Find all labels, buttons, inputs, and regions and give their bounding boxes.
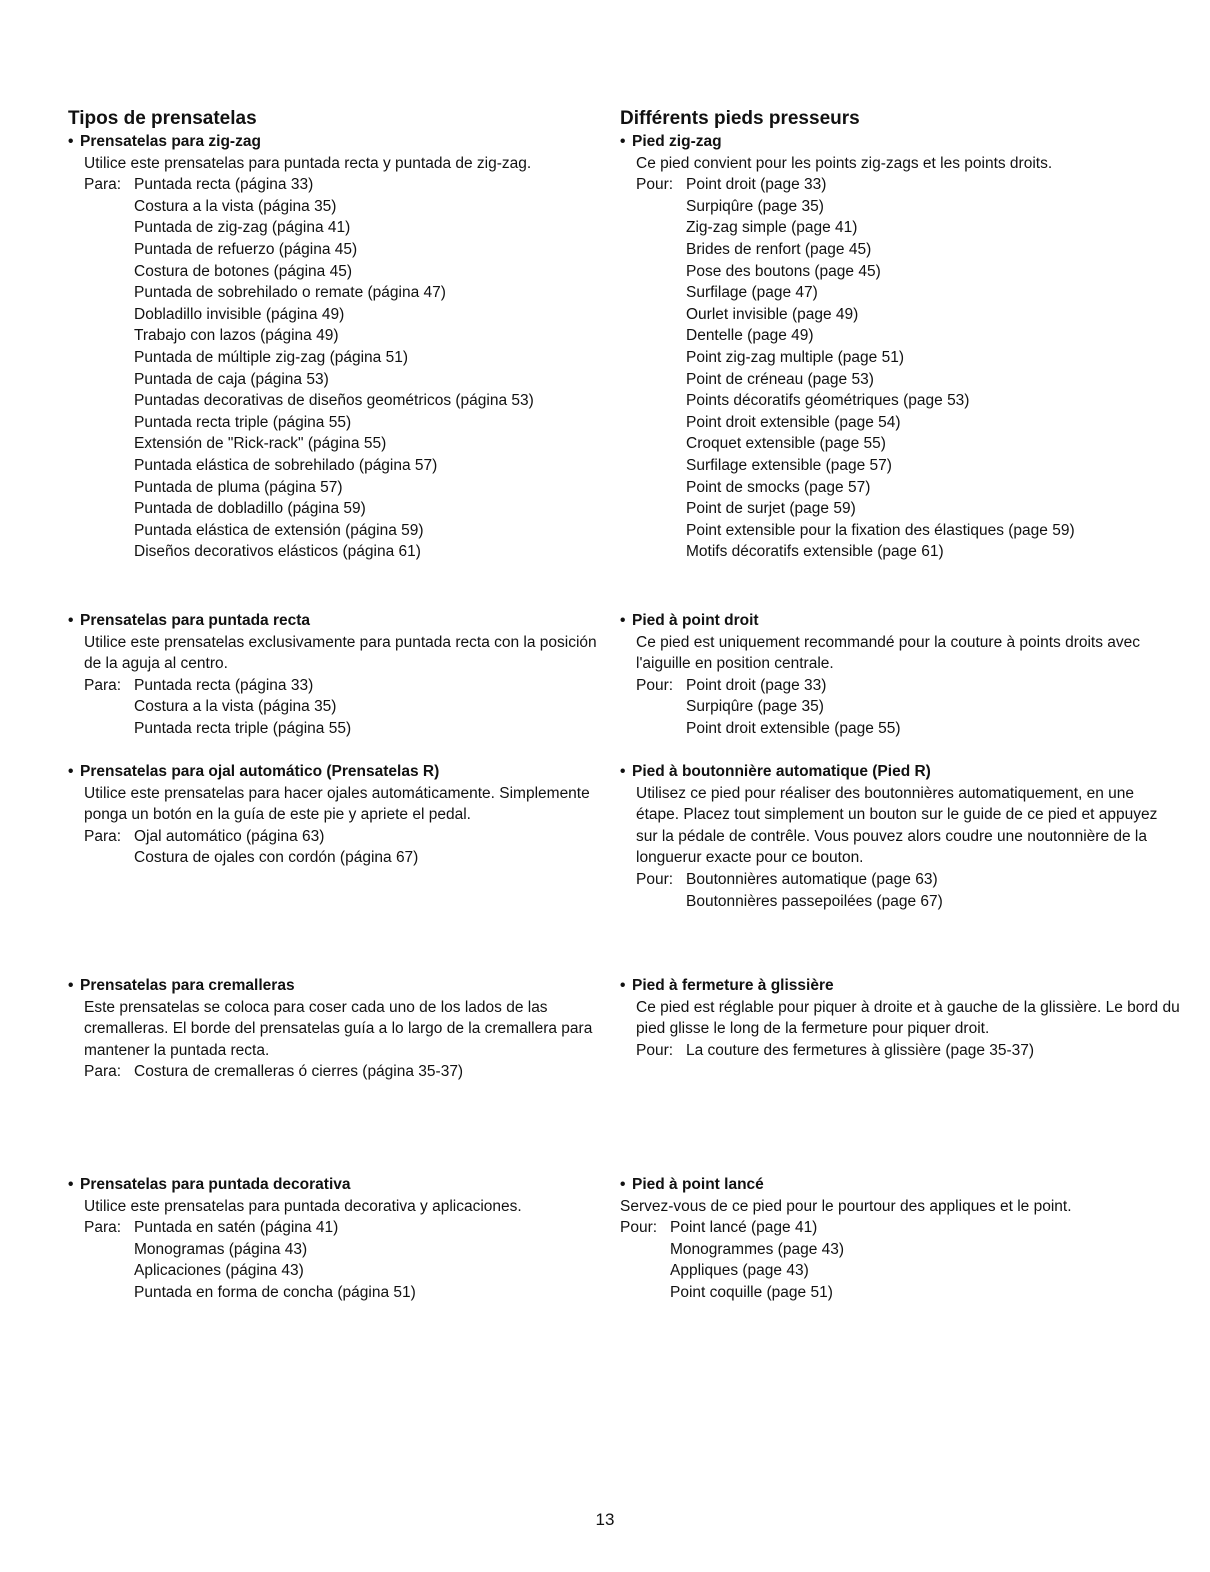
use-item: Puntada de múltiple zig-zag (página 51) — [134, 348, 409, 366]
french-title: Différents pieds presseurs — [620, 108, 860, 129]
use-item: Puntada recta (página 33) — [134, 676, 314, 694]
section-heading-text: Prensatelas para zig-zag — [80, 133, 261, 150]
section-heading-text: Prensatelas para puntada recta — [80, 612, 311, 629]
uses-label: Pour: — [636, 1041, 674, 1059]
uses-label: Para: — [84, 1063, 122, 1081]
use-item: Point droit (page 33) — [686, 176, 827, 194]
use-item: Puntada recta triple (página 55) — [134, 413, 352, 431]
use-item: Boutonnières automatique (page 63) — [686, 870, 938, 888]
use-item: Point coquille (page 51) — [670, 1283, 833, 1301]
use-item: Point droit extensible (page 55) — [686, 719, 901, 737]
use-item: La couture des fermetures à glissière (page 35-37) — [686, 1041, 1035, 1059]
use-item: Surfilage extensible (page 57) — [686, 456, 892, 474]
use-item: Point lancé (page 41) — [670, 1219, 818, 1237]
use-item: Zig-zag simple (page 41) — [686, 219, 858, 237]
uses-label: Pour: — [636, 676, 674, 694]
section-heading — [68, 610, 608, 632]
uses-label: Para: — [84, 676, 122, 694]
section-description: Ce pied est uniquement recommandé pour la couture à points droits avec l'aiguille en position centrale. — [636, 633, 1141, 673]
use-item: Croquet extensible (page 55) — [686, 435, 886, 453]
use-item: Puntada de pluma (página 57) — [134, 478, 343, 496]
use-item: Puntada en forma de concha (página 51) — [134, 1283, 416, 1301]
bullet-icon: • — [620, 612, 626, 629]
section-description: Ce pied est réglable pour piquer à droite et à gauche de la glissière. Le bord du pied glisse le long de la fermeture pour piquer droit. — [636, 998, 1180, 1038]
section-heading-text: Prensatelas para ojal automático (Prensatelas R) — [80, 763, 440, 780]
use-item: Puntada de dobladillo (página 59) — [134, 500, 366, 518]
section-description: Utilice este prensatelas exclusivamente para puntada recta con la posición de la aguja al centro. — [84, 633, 597, 673]
section-heading-text: Pied à point lancé — [632, 1176, 764, 1193]
use-item: Appliques (page 43) — [670, 1262, 809, 1280]
uses-list — [68, 826, 608, 869]
use-item: Puntada elástica de sobrehilado (página 57) — [134, 456, 438, 474]
use-item: Aplicaciones (página 43) — [134, 1262, 304, 1280]
use-item: Monogramas (página 43) — [134, 1240, 308, 1258]
use-item: Surpiqûre (page 35) — [686, 197, 824, 215]
spanish-section-straight — [68, 610, 608, 740]
spanish-title: Tipos de prensatelas — [68, 108, 257, 129]
bullet-icon: • — [620, 133, 626, 150]
uses-label: Pour: — [636, 870, 674, 888]
use-item: Ojal automático (página 63) — [134, 827, 325, 845]
use-item: Point de smocks (page 57) — [686, 478, 871, 496]
french-section-buttonhole — [620, 761, 1180, 912]
spanish-section-zigzag — [68, 131, 608, 563]
uses-label: Para: — [84, 1219, 122, 1237]
section-heading — [68, 761, 608, 783]
use-item: Monogrammes (page 43) — [670, 1240, 845, 1258]
uses-list — [620, 675, 1180, 740]
section-heading-text: Pied à point droit — [632, 612, 759, 629]
section-heading — [620, 1174, 1180, 1196]
uses-label: Para: — [84, 827, 122, 845]
section-heading — [68, 131, 608, 153]
use-item: Point zig-zag multiple (page 51) — [686, 348, 904, 366]
use-item: Point extensible pour la fixation des élastiques (page 59) — [686, 521, 1075, 539]
use-item: Puntada de zig-zag (página 41) — [134, 219, 351, 237]
use-item: Point de créneau (page 53) — [686, 370, 874, 388]
bullet-icon: • — [68, 763, 74, 780]
use-item: Ourlet invisible (page 49) — [686, 305, 859, 323]
bullet-icon: • — [68, 612, 74, 629]
use-item: Pose des boutons (page 45) — [686, 262, 881, 280]
section-description: Utilice este prensatelas para puntada decorativa y aplicaciones. — [84, 1197, 522, 1215]
use-item: Puntadas decorativas de diseños geométricos (página 53) — [134, 392, 534, 410]
section-description: Utilisez ce pied pour réaliser des boutonnières automatiquement, en une étape. Placez tout simplement un bouton sur le guide de ce pied et appuyez sur la pédale de contrêle. Vous pouvez alors coudre une noutonnière de la longuerur exacte pour ce bouton. — [636, 784, 1158, 867]
french-section-zigzag — [620, 131, 1180, 563]
uses-list — [620, 1040, 1180, 1062]
uses-list — [68, 174, 608, 563]
use-item: Dentelle (page 49) — [686, 327, 814, 345]
use-item: Costura a la vista (página 35) — [134, 698, 337, 716]
section-heading-text: Pied à fermeture à glissière — [632, 977, 834, 994]
section-heading — [68, 1174, 608, 1196]
use-item: Puntada de sobrehilado o remate (página 47) — [134, 284, 446, 302]
use-item: Costura a la vista (página 35) — [134, 197, 337, 215]
french-section-decorative — [620, 1174, 1180, 1304]
uses-label: Para: — [84, 176, 122, 194]
uses-label: Pour: — [620, 1219, 658, 1237]
bullet-icon: • — [620, 1176, 626, 1193]
uses-list — [620, 1217, 1180, 1303]
bullet-icon: • — [68, 1176, 74, 1193]
uses-list — [68, 675, 608, 740]
use-item: Puntada en satén (página 41) — [134, 1219, 339, 1237]
section-description: Este prensatelas se coloca para coser cada uno de los lados de las cremalleras. El borde del prensatelas guía a lo largo de la cremallera para mantener la puntada recta. — [84, 998, 593, 1059]
bullet-icon: • — [620, 977, 626, 994]
section-description: Utilice este prensatelas para hacer ojales automáticamente. Simplemente ponga un botón en la guía de este pie y apriete el pedal. — [84, 784, 590, 824]
use-item: Point droit (page 33) — [686, 676, 827, 694]
use-item: Puntada de refuerzo (página 45) — [134, 240, 358, 258]
section-heading-text: Pied à boutonnière automatique (Pied R) — [632, 763, 931, 780]
uses-list — [620, 869, 1180, 912]
spanish-section-decorative — [68, 1174, 608, 1304]
uses-list — [68, 1061, 608, 1083]
section-heading — [68, 975, 608, 997]
use-item: Puntada elástica de extensión (página 59) — [134, 521, 424, 539]
section-description: Servez-vous de ce pied pour le pourtour des appliques et le point. — [620, 1197, 1072, 1215]
section-heading — [620, 761, 1180, 783]
section-heading-text: Pied zig-zag — [632, 133, 722, 150]
use-item: Dobladillo invisible (página 49) — [134, 305, 345, 323]
use-item: Costura de ojales con cordón (página 67) — [134, 849, 419, 867]
section-heading-text: Prensatelas para puntada decorativa — [80, 1176, 351, 1193]
use-item: Puntada de caja (página 53) — [134, 370, 329, 388]
uses-list — [620, 174, 1180, 563]
use-item: Costura de botones (página 45) — [134, 262, 353, 280]
use-item: Brides de renfort (page 45) — [686, 240, 872, 258]
use-item: Puntada recta (página 33) — [134, 176, 314, 194]
use-item: Points décoratifs géométriques (page 53) — [686, 392, 970, 410]
section-heading — [620, 131, 1180, 153]
use-item: Point droit extensible (page 54) — [686, 413, 901, 431]
use-item: Motifs décoratifs extensible (page 61) — [686, 543, 944, 561]
use-item: Trabajo con lazos (página 49) — [134, 327, 339, 345]
bullet-icon: • — [620, 763, 626, 780]
french-section-zipper — [620, 975, 1180, 1061]
use-item: Boutonnières passepoilées (page 67) — [686, 892, 943, 910]
use-item: Costura de cremalleras ó cierres (página 35-37) — [134, 1063, 464, 1081]
section-heading — [620, 610, 1180, 632]
uses-list — [68, 1217, 608, 1303]
use-item: Puntada recta triple (página 55) — [134, 719, 352, 737]
page-number: 13 — [595, 1510, 615, 1529]
section-heading — [620, 975, 1180, 997]
french-section-straight — [620, 610, 1180, 740]
bullet-icon: • — [68, 133, 74, 150]
spanish-section-buttonhole — [68, 761, 608, 869]
section-heading-text: Prensatelas para cremalleras — [80, 977, 295, 994]
use-item: Extensión de "Rick-rack" (página 55) — [134, 435, 387, 453]
spanish-section-zipper — [68, 975, 608, 1083]
uses-label: Pour: — [636, 176, 674, 194]
use-item: Surpiqûre (page 35) — [686, 698, 824, 716]
use-item: Diseños decorativos elásticos (página 61) — [134, 543, 421, 561]
section-description: Ce pied convient pour les points zig-zags et les points droits. — [636, 154, 1053, 172]
section-description: Utilice este prensatelas para puntada recta y puntada de zig-zag. — [84, 154, 532, 172]
bullet-icon: • — [68, 977, 74, 994]
use-item: Point de surjet (page 59) — [686, 500, 856, 518]
use-item: Surfilage (page 47) — [686, 284, 818, 302]
